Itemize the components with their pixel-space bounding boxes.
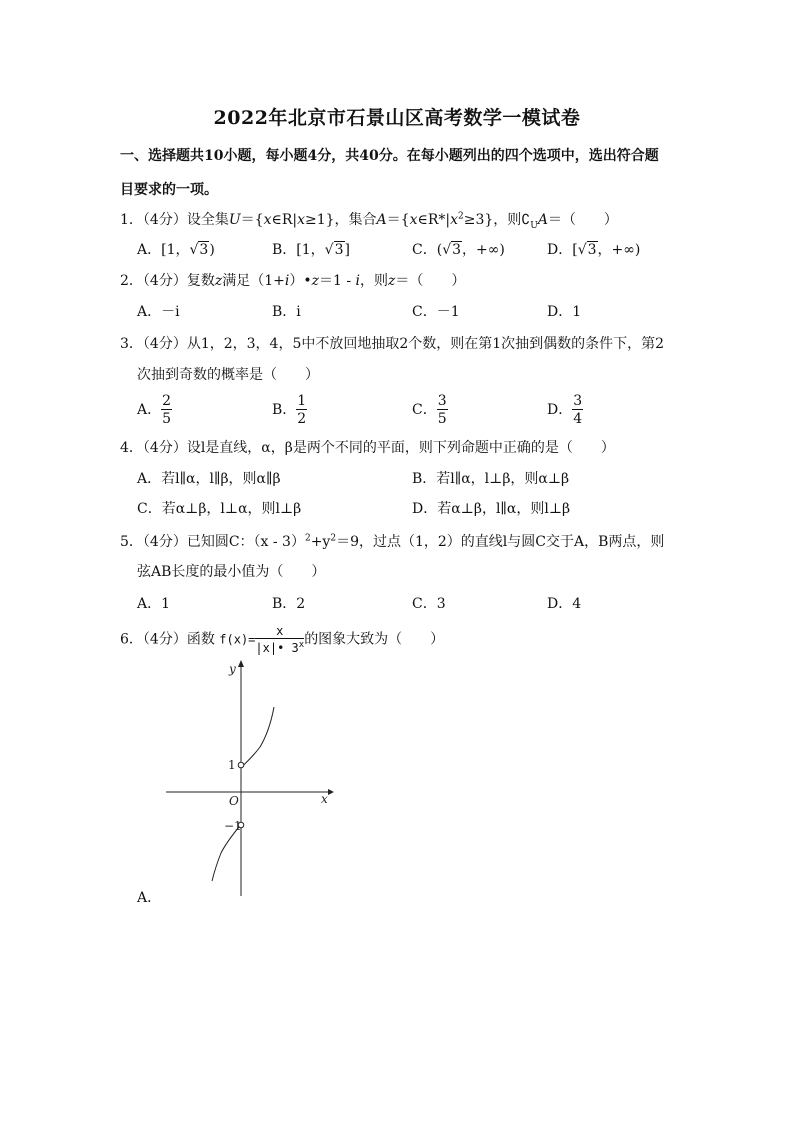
q1-option-c[interactable]: C．(√3，+∞)	[412, 242, 505, 258]
section-heading-line2: 目要求的一项。	[120, 182, 218, 198]
question-2-stem: 2．（4分）复数z满足（1+i）•z＝1 - i，则z＝（ ）	[120, 273, 466, 289]
y-axis-label: y	[229, 662, 236, 676]
x-axis-label: x	[321, 792, 328, 806]
q1-option-b[interactable]: B．[1，√3]	[272, 242, 350, 258]
q5-option-c[interactable]: C．3	[412, 596, 446, 612]
question-6-stem: 6．（4分）函数 f(x)= $\frac{x}{|x|• 3^x}$ 的图象大致为（ ）	[120, 624, 445, 655]
function-fraction: $\frac{x}{|x|• 3^x}$	[255, 624, 305, 655]
question-1-stem: 1．（4分）设全集U＝{x∈R|x≥1}，集合$A=\{x\in R*|x^2\ge 3\}$，则$∁_UA=$（ ）	[120, 211, 618, 231]
question-5-stem-line1: 5．（4分）已知圆C：$(x - 3)^2+y^2=9$，过点（1，2）的直线l与圆C交于A，B两点，则	[120, 533, 665, 550]
q5-option-b[interactable]: B．2	[272, 596, 306, 612]
q2-option-b[interactable]: B．i	[272, 304, 301, 320]
curve-left	[212, 825, 241, 881]
q4-option-a[interactable]: A．若l∥α，l∥β，则α∥β	[137, 471, 281, 487]
q3-option-a[interactable]: A． $\frac{2}{5}$	[137, 393, 172, 427]
q3-option-b[interactable]: B． $\frac{1}{2}$	[272, 393, 307, 427]
origin-label: O	[229, 794, 239, 808]
q2-option-a[interactable]: A．－i	[137, 304, 180, 320]
x-axis-arrow	[328, 789, 334, 795]
q6-option-a-label[interactable]: A．	[137, 890, 162, 906]
section-heading-line1: 一、选择题共10小题，每小题4分，共40分。在每小题列出的四个选项中，选出符合题	[120, 148, 659, 164]
tick-label-neg1: −1	[224, 819, 242, 833]
q5-option-d[interactable]: D．4	[547, 596, 582, 612]
q4-option-c[interactable]: C．若α⊥β，l⊥α，则l⊥β	[137, 501, 302, 517]
q2-option-c[interactable]: C．－1	[412, 304, 460, 320]
q4-option-d[interactable]: D．若α⊥β，l∥α，则l⊥β	[412, 501, 571, 517]
question-5-stem-line2: 弦AB长度的最小值为（ ）	[137, 564, 326, 580]
q5-option-a[interactable]: A．1	[137, 596, 171, 612]
q1-option-a[interactable]: A．[1，√3)	[137, 242, 215, 258]
y-axis-arrow	[238, 660, 244, 667]
question-3-stem-line2: 次抽到奇数的概率是（ ）	[137, 367, 319, 383]
page-title: 2022年北京市石景山区高考数学一模试卷	[213, 107, 581, 129]
q3-option-c[interactable]: C． $\frac{3}{5}$	[412, 393, 447, 427]
question-4-stem: 4．（4分）设l是直线，α，β是两个不同的平面，则下列命题中正确的是（ ）	[120, 440, 615, 456]
q4-option-b[interactable]: B．若l∥α，l⊥β，则α⊥β	[412, 471, 570, 487]
open-point-positive	[238, 762, 244, 768]
q2-option-d[interactable]: D．1	[547, 304, 582, 320]
q3-option-d[interactable]: D． $\frac{3}{4}$	[547, 393, 583, 427]
question-3-stem-line1: 3．（4分）从1，2，3，4，5中不放回地抽取2个数，则在第1次抽到偶数的条件下，第2	[120, 336, 665, 352]
curve-right	[242, 707, 275, 767]
q1-option-d[interactable]: D．[√3，+∞)	[547, 242, 641, 258]
graph-option-a	[150, 655, 350, 900]
tick-label-1: 1	[228, 758, 236, 772]
